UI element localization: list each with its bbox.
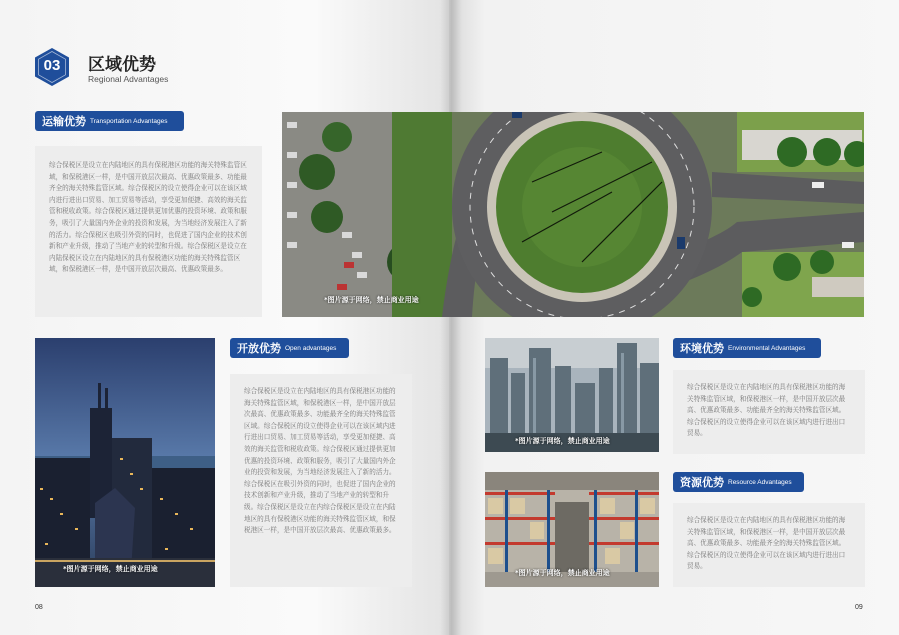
page-number-right: 09 — [855, 604, 863, 611]
open-title-en: Open advantages — [285, 344, 337, 352]
warehouse-photo — [485, 472, 659, 587]
environment-title-en: Environmental Advantages — [728, 344, 806, 352]
photo-watermark: *图片源于网络，禁止商业用途 — [515, 569, 610, 577]
book-spine-shadow — [440, 0, 462, 635]
section-number-badge — [34, 47, 70, 87]
open-body: 综合保税区是设立在内陆地区的具有保税港区功能的海关特殊监管区域，和保税港区一样，是中国开放层次最高、优惠政策最多、功能最齐全的海关特殊监管区域。综合保税区的设立使得企业可以在该区域内进行进出口贸易、加工贸易等活动，享受更加便捷、高效的海关监管和税收政策。综合保税区通过提供更加优惠的投资环境、政策和服务，吸引了大量国内外企业的投资和发展，为当地经济发展注入了新的活力。综合保税区在吸引外资的同时，也促进了国内企业的技术创新和产业升级，推动了当地产业的转型和升级。综合保税区是设立在内综合保税区是设立在内陆地区的具有保税港区功能的海关特殊监管区域，和保税港区一样，是中国开放层次最高、优惠政策最多。 — [244, 387, 396, 535]
environment-body: 综合保税区是设立在内陆地区的具有保税港区功能的海关特殊监管区域，和保税港区一样，是中国开放层次最高、优惠政策最多、功能最齐全的海关特殊监管区域。综合保税区的设立使得企业可以在该区域内进行进出口贸易。 — [687, 383, 846, 438]
page-title: 区域优势 — [88, 55, 156, 75]
roundabout-aerial-photo — [282, 112, 864, 317]
open-tag — [230, 338, 349, 358]
resource-card — [673, 503, 865, 587]
page-number-left: 08 — [35, 604, 43, 611]
skyline-photo — [485, 338, 659, 452]
transport-tag — [35, 111, 184, 131]
transport-title-en: Transportation Advantages — [90, 117, 168, 125]
transport-card — [35, 146, 262, 317]
resource-tag — [673, 472, 804, 492]
open-card — [230, 374, 412, 587]
transport-body: 综合保税区是设立在内陆地区的具有保税港区功能的海关特殊监管区域，和保税港区一样，是中国开放层次最高、优惠政策最多、功能最齐全的海关特殊监管区域。综合保税区的设立使得企业可以在该区域内进行进出口贸易、加工贸易等活动，享受更加便捷、高效的海关监管和税收政策。综合保税区通过提供更加优惠的投资环境、政策和服务，吸引了大量国内外企业的投资和发展，为当地经济发展注入了新的活力。综合保税区也吸引外资的同时，也促进了国内企业的技术创新和产业升级，推动了当地产业的转型和升级。综合保税区是设立在内陆保税区设立在内陆地区的具有保税港区功能的海关特殊监管区域，和保税港区一样，是中国开放层次最高、优惠政策最多。 — [49, 161, 247, 274]
city-night-photo — [35, 338, 215, 587]
section-number: 03 — [43, 57, 61, 74]
environment-title-cn: 环境优势 — [680, 342, 724, 355]
resource-title-en: Resource Advantages — [728, 478, 792, 486]
photo-watermark: *图片源于网络，禁止商业用途 — [324, 296, 419, 304]
resource-title-cn: 资源优势 — [680, 476, 724, 489]
resource-body: 综合保税区是设立在内陆地区的具有保税港区功能的海关特殊监管区域，和保税港区一样，是中国开放层次最高、优惠政策最多、功能最齐全的海关特殊监管区域。综合保税区的设立使得企业可以在该区域内进行进出口贸易。 — [687, 516, 846, 571]
page-subtitle: Regional Advantages — [88, 74, 169, 84]
transport-title-cn: 运输优势 — [42, 115, 86, 128]
photo-watermark: *图片源于网络，禁止商业用途 — [515, 437, 610, 445]
environment-tag — [673, 338, 821, 358]
photo-watermark: *图片源于网络，禁止商业用途 — [63, 565, 158, 573]
open-title-cn: 开放优势 — [237, 342, 281, 355]
environment-card — [673, 370, 865, 454]
